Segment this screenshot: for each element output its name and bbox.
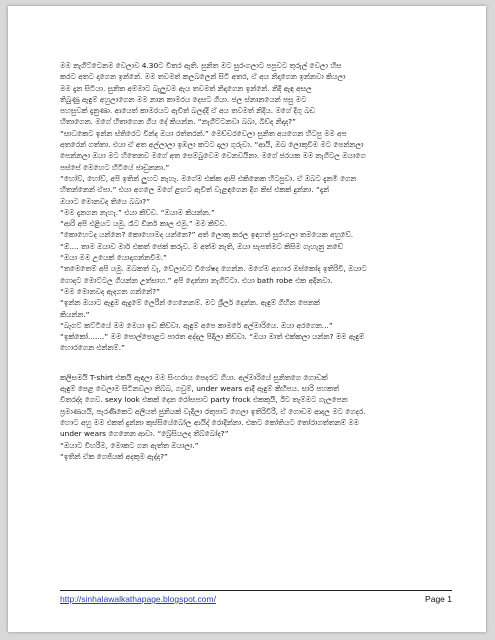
text-line: “ඉන්න ඔයාට ඇඳුම ඇදුමේ ලෙරීන් ගෙනෙනම්. මට ශ්‍රීලර් දෙන්න. ඇඳුම් ගිහින පෙනක් — [60, 298, 320, 308]
text-line: ඔයාට මොනවද තියෙ බබා?” — [60, 196, 151, 206]
paragraph-spacer — [60, 354, 432, 372]
text-line: under wears ගෙනෙන ආවා. “බ්‍රේසියලද තිබ්බෝද?” — [60, 429, 229, 439]
text-line: පෙන්නලා ඔයා මට හිතෙනව මගේ අත සෙම්බුවෙම වෙනවයිනා. මගේ ජරයක මම නැගිටල ඔයාගෙ — [60, 151, 366, 161]
text-line: “ඔයාට විහරීම, මොකට ගන ඇත්ත ඔයාලා.” — [60, 440, 199, 450]
text-line: මම දැන සිටියා. සුනිත අම්මාට බැලුවම ඇය තවමත් නිදාගෙන ඉන්නේ. නිදි ඇඳ අසල — [60, 83, 312, 93]
text-line: කියන්න.” — [60, 309, 90, 319]
text-line: “ඕ.... තාම ඔයාව මාර් එකත් ජෙක් කරුව. ම අත්ම නැති, ඔයා සැපත්මට කිසිම ගැහැනු නඩේ — [60, 241, 344, 251]
text-line: විතරද්ද ගෙව. sexy look එකක් දෙන රෝසපාට party frock එකකුයි, ඊට තැම්මට ගැලපෙන — [60, 395, 348, 405]
text-line: මම නැගිට්ටෙනම වෙලාව 4.30ට විතර ඇති. සුනිත මට සුරංගලාට පපුවට තුරුල් වෙලා හිස — [60, 61, 342, 70]
text-line: “තමෙතෙම් අපි යමු. ඔබකත් වැ, වේලාවට විශේෂද ගෙන්න. මගේම ආහාර ඔස්කෝද ඉතිරිවී, ඔයාට — [60, 264, 367, 274]
text-line: “ඉතින් ඒක ගෙජියක් අදකුම ඇද්ද?” — [60, 451, 168, 461]
text-line: ප්‍රමාණයයි, පැරණිකෙට අලියත් ජුනියක් වැදිලා රතුපාට ගෙලා ඉතිරිවීරී, ඒ ගොඩම ආදල මට ගෙදර. — [60, 406, 366, 416]
text-line: ඇඳුම් පෙළ වෙලාම සිටිනවලා තිබ්බ, ගවුම්, under wears ආදී ඇඳුම් කිහිපය. සාරි පහකත් — [60, 384, 340, 394]
text-line: අතරෙන් ගත්තා. එයා ඒ අත අල්ලාලා ඉඹලා කටට දාලා ගුරුවා. “ආයි, ඔබ ලොකුවීම මට පෙන්නලා — [60, 140, 364, 150]
text-line: පස්සේ මෙහෙට හිටියේ ජාඩුනනා.” — [60, 162, 170, 172]
story-body — [60, 60, 432, 462]
text-line: හොරගෙන එන්නම්.” — [60, 343, 125, 353]
text-line: කලිසමයි T-shirt එකයි ඇඳලා මම සිංහරාය පෙදරට ගියා. අල්මාරියේ සුනිතගෙ ගොඩක් — [60, 372, 328, 382]
paragraph-1 — [60, 60, 432, 354]
text-line: “මම මොනවද ඇදගන ගන්නේ?” — [60, 286, 160, 296]
text-line: හිතාගෙන. මගේ හිතාගෙන ගිය දේ කියන්න. “නැගිට්ටනවා බබා, බිව්ද නිදාද?” — [60, 117, 296, 127]
text-line: හොට අහු මම එකත් දුන්නා කුස්සියේබෝල ආයිද් රොදින්නා. එකට කෝතියට තෝරාගත්තනම් මම — [60, 417, 359, 427]
text-line: “ඔයා මම උයෙක් යොදාගන්නවිම.” — [60, 253, 167, 263]
text-line: “කොහෙටද යන්නෙ? කොහොමද යන්නෙ?” අත් ලොකු කරල ඉඳගත් සුරංගලා තමයෙක අහුවේ. — [60, 230, 354, 240]
paragraph-2 — [60, 372, 432, 462]
text-line: “සාධකෙට ඉන්න ස්තිරෙට වින්ද ඔයා රත්තරන්.” මෙච්චරවෙලා සුනිත අයගෙන හිටපු මම අප — [60, 128, 347, 138]
text-line: “බෑගට් කට්ටියේ මම මෙයා ඉඩ කිව්වා. ඇඳුම් අපෙ කාමරේ අල්මාරියෙ. ඔයා අරගෙන...” — [60, 320, 333, 330]
text-line: “මම දැනගන නැහැ.” එයා කිව්ව. “ඔයාම කියන්න.” — [60, 207, 215, 217]
text-line: “හෝව්, හෝව්, අපි ඉතින් ලුහට නැහැ. මගේම එක්ක ආපි එකිනෙක හිටපුවා. ඒ ඔබට දැනමි ගෙන — [60, 173, 357, 183]
text-line: තිබුණු ඇඳුම් අහුලාගෙන මම නාන කාමරය දෙසට ගියා. ජල ස්නානයෙන් පසු මට — [60, 94, 307, 104]
text-line: පහසුවක් දැනුණා. ආයෙත් කාමරයට ඇවිත් බලද්දි ඒ අය තවමත් නිදිය. මගේ දිගු බඩ — [60, 106, 316, 116]
blog-link[interactable]: http://sinhalawalkathapage.blogspot.com/ — [60, 594, 216, 604]
text-line: “ආරි අපි එළියට යමු. රෑට ඩිනර් කාල එමු.” මම කිව්ව. — [60, 219, 227, 229]
text-line: ගොදට මොට්ටල ගියන්න උත්සාහ.” අපි දෙන්නා නැගිට්ටා. එයා bath robe එක අදිනවා. — [60, 275, 333, 285]
page-footer — [60, 590, 452, 604]
text-line: කරට අතට දාගෙන ඉන්නේ. මම තවමත් කලබලෙන් සිටි අතර, ඒ අය නිදාගෙන ඉන්නවා කියලා — [60, 72, 346, 82]
document-page — [8, 6, 486, 632]
text-line: “ඉක්කෝ.......” මම පොල්පොළට පාරත අද්දල පිදිලා කිව්වා. “ඔයා මාත් එක්කලා යන්න? මම ඇඳුම් — [60, 332, 365, 342]
text-line: හිතන්නෙන් ඒපා.” එයා අගලෙ මගේ ළඟට ඇවිත් වැළඳගෙන දිග කිස් එකක් දුන්නා. “දැන් — [60, 185, 330, 195]
page-number: Page 1 — [425, 594, 452, 604]
